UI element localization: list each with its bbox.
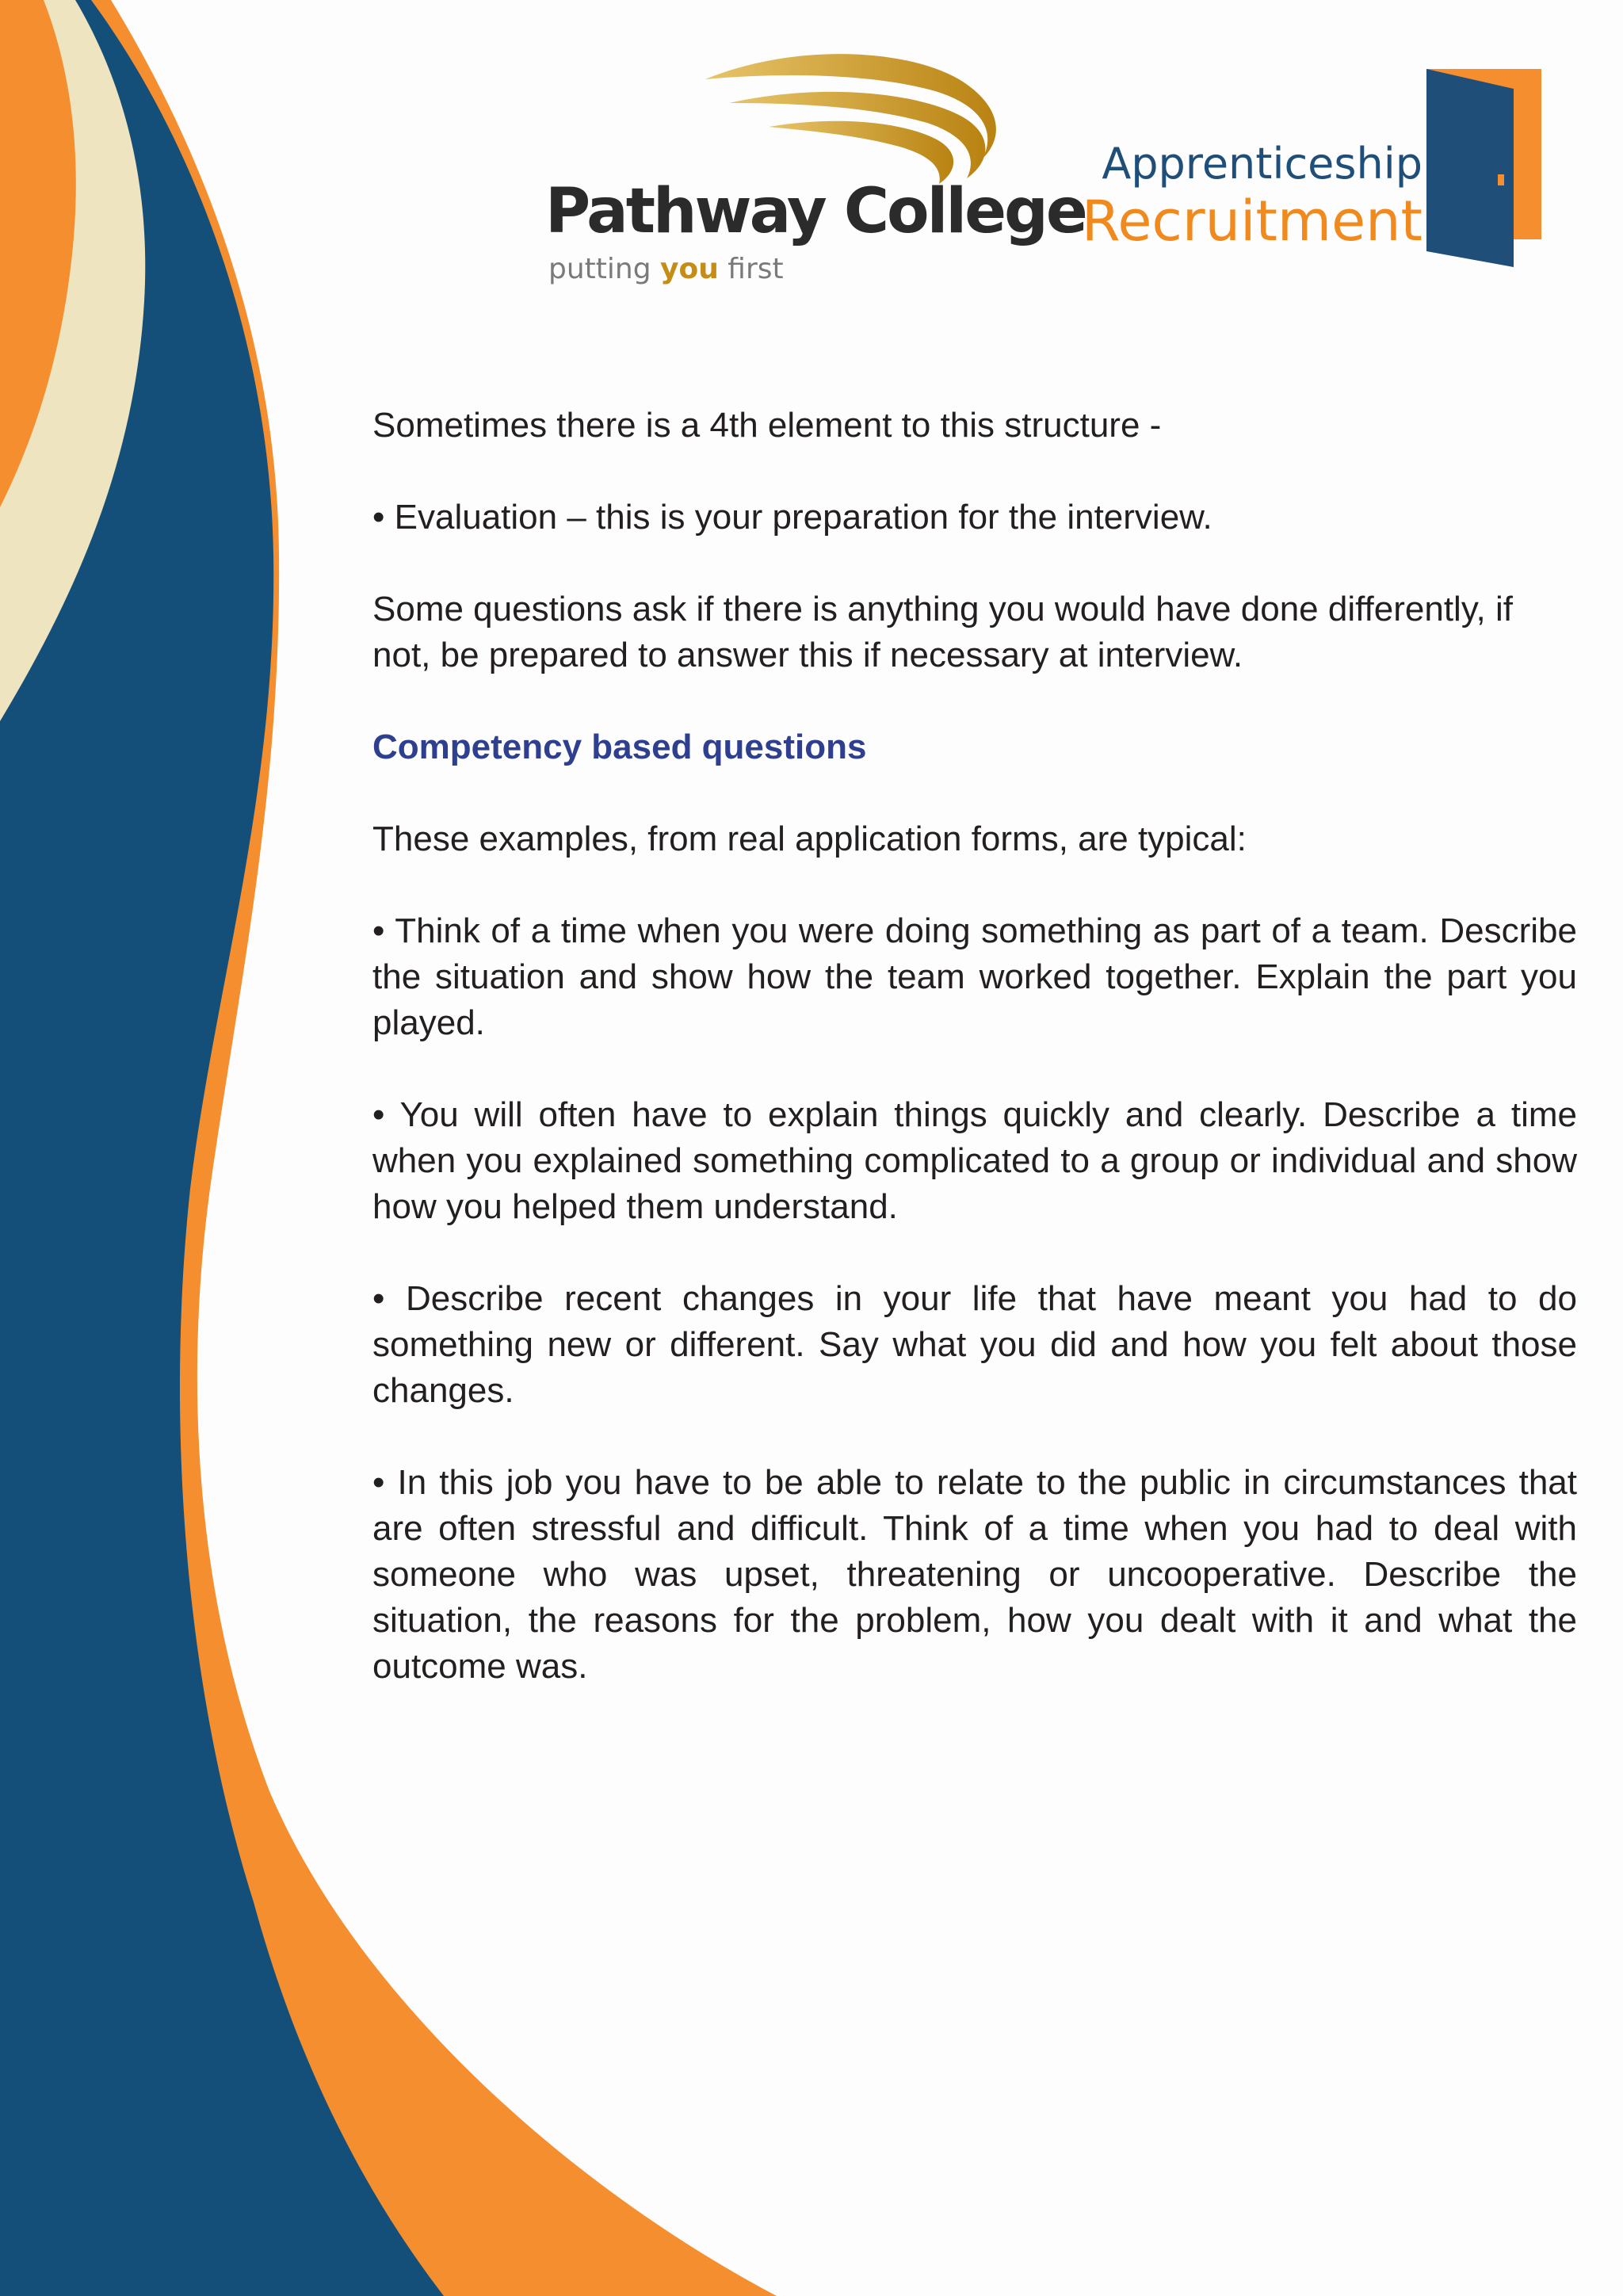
question-item: • You will often have to explain things quickly and clearly. Describe a time when you explained something complicated to a group or individual and show how you helped them understand. [372,1095,1577,1226]
question-item: • Think of a time when you were doing something as part of a team. Describe the situation and show how the team worked together. Explain the part you played. [372,911,1577,1042]
pathway-college-logo [539,48,1086,293]
apprenticeship-recruitment-logo [1062,65,1553,279]
section-heading: Competency based questions [372,728,867,766]
differently-paragraph: Some questions ask if there is anything you would have done differently, if not, be prepared to answer this if necessary at interview. [372,590,1514,674]
question-item: • Describe recent changes in your life that have meant you had to do something new or different. Say what you did and how you felt about those changes. [372,1279,1577,1410]
pathway-tagline: putting you first [548,253,784,285]
recruitment-text: Recruitment [1081,189,1423,254]
intro-paragraph: Sometimes there is a 4th element to this structure - [372,406,1162,445]
examples-intro: These examples, from real application forms, are typical: [372,819,1247,858]
door-icon [1419,65,1549,271]
main-content [372,403,1577,1736]
evaluation-paragraph: • Evaluation – this is your preparation for the interview. [372,498,1212,537]
apprenticeship-text: Apprenticeship [1102,139,1423,189]
question-item: • In this job you have to be able to relate to the public in circumstances that are often stressful and difficult. Think of a time when you had to deal with someone who was upset, threatening or uncooperative. Describe the situation, the reasons for the problem, how you dealt with it and what the outcome was. [372,1463,1577,1686]
pathway-college-name: Pathway College [545,176,1086,247]
swoosh-icon [697,48,1014,190]
